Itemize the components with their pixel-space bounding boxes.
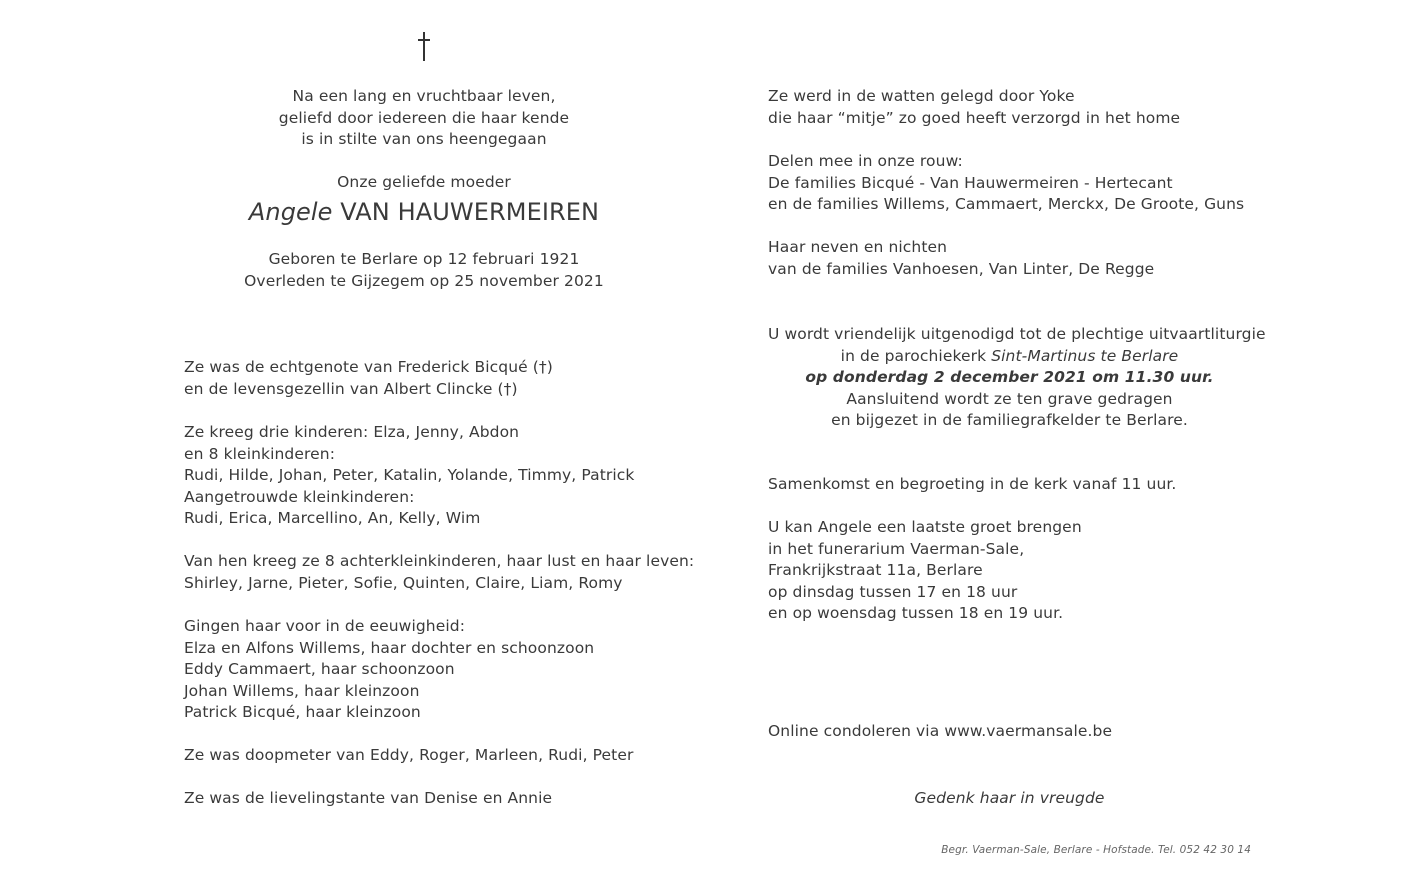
farewell-line: op dinsdag tussen 17 en 18 uur (768, 582, 1018, 601)
relation-text: Onze geliefde moeder (337, 173, 511, 191)
relatives-block (768, 237, 1154, 280)
online-condolence (768, 721, 1112, 743)
children-line: en 8 kleinkinderen: (184, 444, 336, 463)
spouse-block (184, 357, 553, 400)
children-block (184, 422, 634, 530)
cross-icon (404, 28, 444, 68)
mourning-line: Delen mee in onze rouw: (768, 152, 963, 170)
online-condolence-text: Online condoleren via www.vaermansale.be (768, 722, 1113, 740)
great-grandchildren-line: Shirley, Jarne, Pieter, Sofie, Quinten, Claire, Liam, Romy (184, 573, 623, 592)
gathering-line: Samenkomst en begroeting in de kerk vanaf 11 uur. (768, 475, 1177, 493)
farewell-line: in het funerarium Vaerman-Sale, (768, 539, 1025, 558)
motto-block (768, 788, 1251, 810)
invitation-church-line (768, 346, 1251, 368)
mourning-block (768, 151, 1244, 216)
great-grandchildren-line: Van hen kreeg ze 8 achterkleinkinderen, haar lust en haar leven: (184, 552, 695, 570)
godmother-block (184, 745, 633, 767)
farewell-block (768, 517, 1082, 625)
invitation-line: U wordt vriendelijk uitgenodigd tot de plechtige uitvaartliturgie (768, 325, 1266, 343)
spouse-line: en de levensgezellin van Albert Clincke (†) (184, 379, 518, 398)
undertaker-text: Begr. Vaerman-Sale, Berlare - Hofstade. Tel. 052 42 30 14 (941, 844, 1251, 856)
relation-line (184, 172, 664, 194)
children-line: Ze kreeg drie kinderen: Elza, Jenny, Abdon (184, 423, 520, 441)
intro-line: is in stilte van ons heengegaan (301, 130, 547, 148)
invitation-block (768, 324, 1266, 432)
death-line: Overleden te Gijzegem op 25 november 2021 (244, 271, 604, 290)
motto-text: Gedenk haar in vreugde (914, 789, 1105, 807)
care-line: die haar “mitje” zo goed heeft verzorgd in het home (768, 108, 1181, 127)
predeceased-line: Johan Willems, haar kleinzoon (184, 681, 420, 700)
spouse-line: Ze was de echtgenote van Frederick Bicqué (†) (184, 358, 553, 376)
godmother-line: Ze was doopmeter van Eddy, Roger, Marleen, Rudi, Peter (184, 746, 634, 764)
mourning-line: De families Bicqué - Van Hauwermeiren - Hertecant (768, 173, 1173, 192)
mourning-line: en de families Willems, Cammaert, Merckx, De Groote, Guns (768, 195, 1245, 213)
aunt-line: Ze was de lievelingstante van Denise en Annie (184, 789, 553, 807)
gathering-block (768, 474, 1176, 496)
farewell-line: Frankrijkstraat 11a, Berlare (768, 561, 983, 579)
care-block (768, 86, 1180, 129)
invitation-line: Aansluitend wordt ze ten grave gedragen (846, 389, 1173, 408)
predeceased-line: Eddy Cammaert, haar schoonzoon (184, 660, 455, 678)
predeceased-line: Gingen haar voor in de eeuwigheid: (184, 617, 466, 635)
undertaker-footer (903, 844, 1251, 856)
intro-text (184, 86, 664, 151)
relatives-line: van de families Vanhoesen, Van Linter, De Regge (768, 259, 1155, 278)
birth-line: Geboren te Berlare op 12 februari 1921 (268, 250, 580, 268)
children-line: Rudi, Erica, Marcellino, An, Kelly, Wim (184, 509, 481, 527)
invitation-date: op donderdag 2 december 2021 om 11.30 uur. (805, 368, 1214, 386)
predeceased-line: Elza en Alfons Willems, haar dochter en schoonzoon (184, 638, 595, 657)
last-name: VAN HAUWERMEIREN (340, 198, 600, 226)
life-dates (184, 249, 664, 292)
deceased-name (184, 198, 664, 226)
aunt-block (184, 788, 552, 810)
intro-line: geliefd door iedereen die haar kende (278, 108, 570, 127)
relatives-line: Haar neven en nichten (768, 238, 948, 256)
predeceased-block (184, 616, 594, 724)
care-line: Ze werd in de watten gelegd door Yoke (768, 87, 1075, 105)
farewell-line: en op woensdag tussen 18 en 19 uur. (768, 604, 1064, 622)
invitation-line: en bijgezet in de familiegrafkelder te Berlare. (831, 411, 1188, 429)
children-line: Rudi, Hilde, Johan, Peter, Katalin, Yolande, Timmy, Patrick (184, 466, 635, 484)
predeceased-line: Patrick Bicqué, haar kleinzoon (184, 703, 421, 721)
great-grandchildren-block (184, 551, 694, 594)
intro-line: Na een lang en vruchtbaar leven, (292, 87, 556, 105)
invitation-prefix: in de parochiekerk (840, 346, 992, 365)
children-line: Aangetrouwde kleinkinderen: (184, 487, 415, 506)
farewell-line: U kan Angele een laatste groet brengen (768, 518, 1082, 536)
church-name: Sint-Martinus te Berlare (991, 346, 1179, 365)
first-name: Angele (248, 198, 333, 226)
